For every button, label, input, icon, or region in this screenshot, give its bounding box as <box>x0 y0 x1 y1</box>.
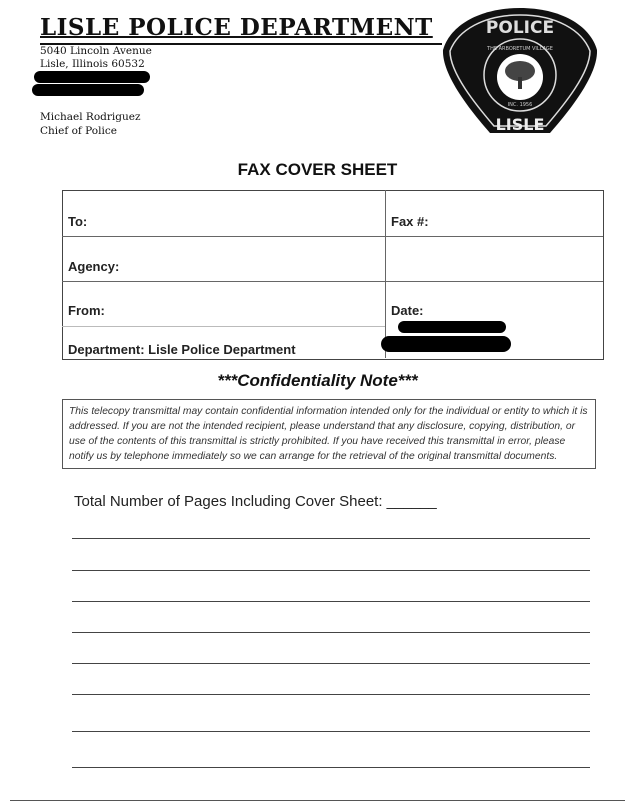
department-name: LISLE POLICE DEPARTMENT <box>40 14 433 41</box>
badge-top-text: POLICE <box>485 18 555 38</box>
fax-number-label: Fax #: <box>391 214 429 229</box>
chief-name: Michael Rodriguez <box>40 111 141 123</box>
department-label: Department: Lisle Police Department <box>68 342 296 357</box>
row-divider <box>62 236 603 237</box>
badge-ring-text: THE ARBORETUM VILLAGE <box>487 46 553 52</box>
redaction <box>34 71 150 83</box>
confidentiality-note: This telecopy transmittal may contain confidential information intended only for the individual or entity to which it is addressed. If you are not the intended recipient, please understand that any disclosure, copying, distribution, or use of the contents of this transmittal is strictly prohibited. If you have received this transmittal in error, please notify us by telephone immediately so we can arrange for the retrieval of the original transmittal documents. <box>62 399 596 469</box>
police-badge-logo <box>440 5 600 137</box>
row-divider <box>62 326 385 327</box>
redaction <box>381 336 511 352</box>
writing-line <box>72 601 590 602</box>
to-label: To: <box>68 214 88 229</box>
address-line-2: Lisle, Illinois 60532 <box>40 58 145 70</box>
chief-title: Chief of Police <box>40 125 117 137</box>
page-title: FAX COVER SHEET <box>237 160 398 179</box>
writing-line <box>72 731 590 732</box>
writing-line <box>72 570 590 571</box>
badge-bottom-text: LISLE <box>495 115 545 134</box>
fax-info-table <box>62 190 604 360</box>
row-divider <box>62 281 603 282</box>
writing-line <box>72 538 590 539</box>
writing-line <box>72 694 590 695</box>
writing-line <box>72 632 590 633</box>
agency-label: Agency: <box>68 259 120 274</box>
date-label: Date: <box>391 303 424 318</box>
total-pages-label: Total Number of Pages Including Cover Sheet: ______ <box>74 493 437 510</box>
redaction <box>32 84 144 96</box>
confidentiality-heading: ***Confidentiality Note*** <box>217 371 418 390</box>
writing-line <box>72 663 590 664</box>
badge-inc-text: INC. 1956 <box>507 102 533 108</box>
column-divider <box>385 190 386 358</box>
redaction <box>398 321 506 333</box>
from-label: From: <box>68 303 105 318</box>
writing-line <box>72 767 590 768</box>
address-line-1: 5040 Lincoln Avenue <box>40 45 152 57</box>
bottom-rule <box>10 800 625 801</box>
